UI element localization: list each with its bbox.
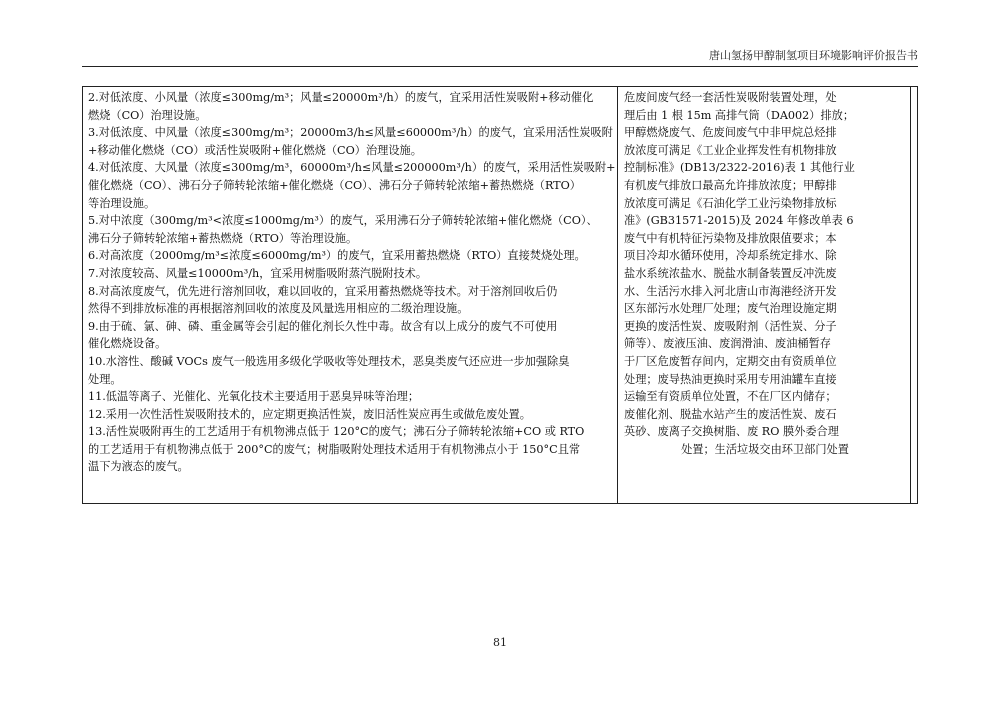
left-text-line: 温下为液态的废气。 xyxy=(88,460,189,474)
left-text-line: 的工艺适用于有机物沸点低于 200°C的废气；树脂吸附处理技术适用于有机物沸点小于 150°C且常 xyxy=(88,442,581,456)
measures-table xyxy=(82,86,918,504)
right-text-line: 于厂区危废暂存间内，定期交由有资质单位 xyxy=(624,354,837,368)
left-text-line: 7.对浓度较高、风量≤10000m³/h，宜采用树脂吸附蒸汽脱附技术。 xyxy=(88,266,428,280)
right-text-line: 更换的废活性炭、废吸附剂（活性炭、分子 xyxy=(624,319,837,333)
right-text-line: 水、生活污水排入河北唐山市海港经济开发 xyxy=(624,284,837,298)
left-text-line: 11.低温等离子、光催化、光氧化技术主要适用于恶臭异味等治理； xyxy=(88,390,420,404)
right-text-line: 废催化剂、脱盐水站产生的废活性炭、废石 xyxy=(624,407,837,421)
right-text-line: 有机废气排放口最高允许排放浓度；甲醇排 xyxy=(624,178,837,192)
right-text-line: 放浓度可满足《工业企业挥发性有机物排放 xyxy=(624,143,837,157)
right-text-line: 处置；生活垃圾交由环卫部门处置 xyxy=(681,442,849,456)
left-text-line: 4.对低浓度、大风量（浓度≤300mg/m³，60000m³/h≤风量≤200000m³/h）的废气，采用活性炭吸附+ xyxy=(88,161,616,175)
right-text-line: 废气中有机特征污染物及排放限值要求；本 xyxy=(624,231,837,245)
right-text-line: 区东部污水处理厂处理；废气治理设施定期 xyxy=(624,302,837,316)
right-text-line: 准》(GB31571-2015)及 2024 年修改单表 6 xyxy=(624,214,854,228)
page-number: 81 xyxy=(493,636,507,649)
left-text-line: 催化燃烧（CO）、沸石分子筛转轮浓缩+催化燃烧（CO）、沸石分子筛转轮浓缩+蓄热燃烧（RTO） xyxy=(88,178,581,192)
right-text-line: 筛等）、废液压油、废润滑油、废油桶暂存 xyxy=(624,337,831,351)
left-text-line: 处理。 xyxy=(88,372,122,386)
left-text-line: 10.水溶性、酸碱 VOCs 废气一般选用多级化学吸收等处理技术，恶臭类废气还应进一步加强除臭 xyxy=(88,354,570,368)
right-text-line: 危废间废气经一套活性炭吸附装置处理，处 xyxy=(624,91,837,104)
left-text-line: +移动催化燃烧（CO）或活性炭吸附+催化燃烧（CO）治理设施。 xyxy=(88,143,422,157)
third-column-cell xyxy=(911,87,916,503)
right-text-line: 运输至有资质单位处置，不在厂区内储存； xyxy=(624,390,837,404)
right-text-line: 甲醇燃烧废气、危废间废气中非甲烷总烃排 xyxy=(624,126,837,140)
right-text-line: 控制标准》(DB13/2322-2016)表 1 其他行业 xyxy=(624,161,855,175)
left-text-line: 然得不到排放标准的再根据溶剂回收的浓度及风量选用相应的二级治理设施。 xyxy=(88,302,469,316)
report-title: 唐山氢扬甲醇制氢项目环境影响评价报告书 xyxy=(709,49,918,62)
left-text-line: 燃烧（CO）治理设施。 xyxy=(88,108,207,122)
left-text-line: 9.由于硫、氯、砷、磷、重金属等会引起的催化剂长久性中毒。故含有以上成分的废气不可使用 xyxy=(88,319,558,333)
right-text-line: 盐水系统浓盐水、脱盐水制备装置反冲洗废 xyxy=(624,266,837,280)
left-text-line: 沸石分子筛转轮浓缩+蓄热燃烧（RTO）等治理设施。 xyxy=(88,231,358,245)
left-text-line: 等治理设施。 xyxy=(88,196,156,210)
left-text-line: 8.对高浓度废气，优先进行溶剂回收，难以回收的，宜采用蓄热燃烧等技术。对于溶剂回收后仍 xyxy=(88,284,558,298)
left-text-line: 12.采用一次性活性炭吸附技术的，应定期更换活性炭，废旧活性炭应再生或做危废处置。 xyxy=(88,407,531,421)
left-text-line: 5.对中浓度（300mg/m³<浓度≤1000mg/m³）的废气，采用沸石分子筛转轮浓缩+催化燃烧（CO）、 xyxy=(88,214,598,228)
right-text-line: 英砂、废离子交换树脂、废 RO 膜外委合理 xyxy=(624,425,839,439)
right-text-line: 项目冷却水循环使用，冷却系统定排水、除 xyxy=(624,249,837,263)
right-text-line: 处理；废导热油更换时采用专用油罐车直接 xyxy=(624,372,837,386)
left-text-line: 3.对低浓度、中风量（浓度≤300mg/m³；20000m3/h≤风量≤60000m³/h）的废气，宜采用活性炭吸附 xyxy=(88,126,613,140)
right-text-line: 理后由 1 根 15m 高排气筒（DA002）排放； xyxy=(624,108,855,122)
right-column-cell xyxy=(618,87,911,503)
left-text-line: 催化燃烧设备。 xyxy=(88,337,167,351)
left-text-line: 13.活性炭吸附再生的工艺适用于有机物沸点低于 120°C的废气；沸石分子筛转轮浓缩+CO 或 RTO xyxy=(88,425,585,439)
left-text-line: 6.对高浓度（2000mg/m³≤浓度≤6000mg/m³）的废气，宜采用蓄热燃烧（RTO）直接焚烧处理。 xyxy=(88,249,586,263)
left-column-cell xyxy=(83,87,618,503)
page-header xyxy=(82,48,918,67)
left-text-line: 2.对低浓度、小风量（浓度≤300mg/m³；风量≤20000m³/h）的废气，宜采用活性炭吸附+移动催化 xyxy=(88,91,594,104)
right-text-line: 放浓度可满足《石油化学工业污染物排放标 xyxy=(624,196,837,210)
